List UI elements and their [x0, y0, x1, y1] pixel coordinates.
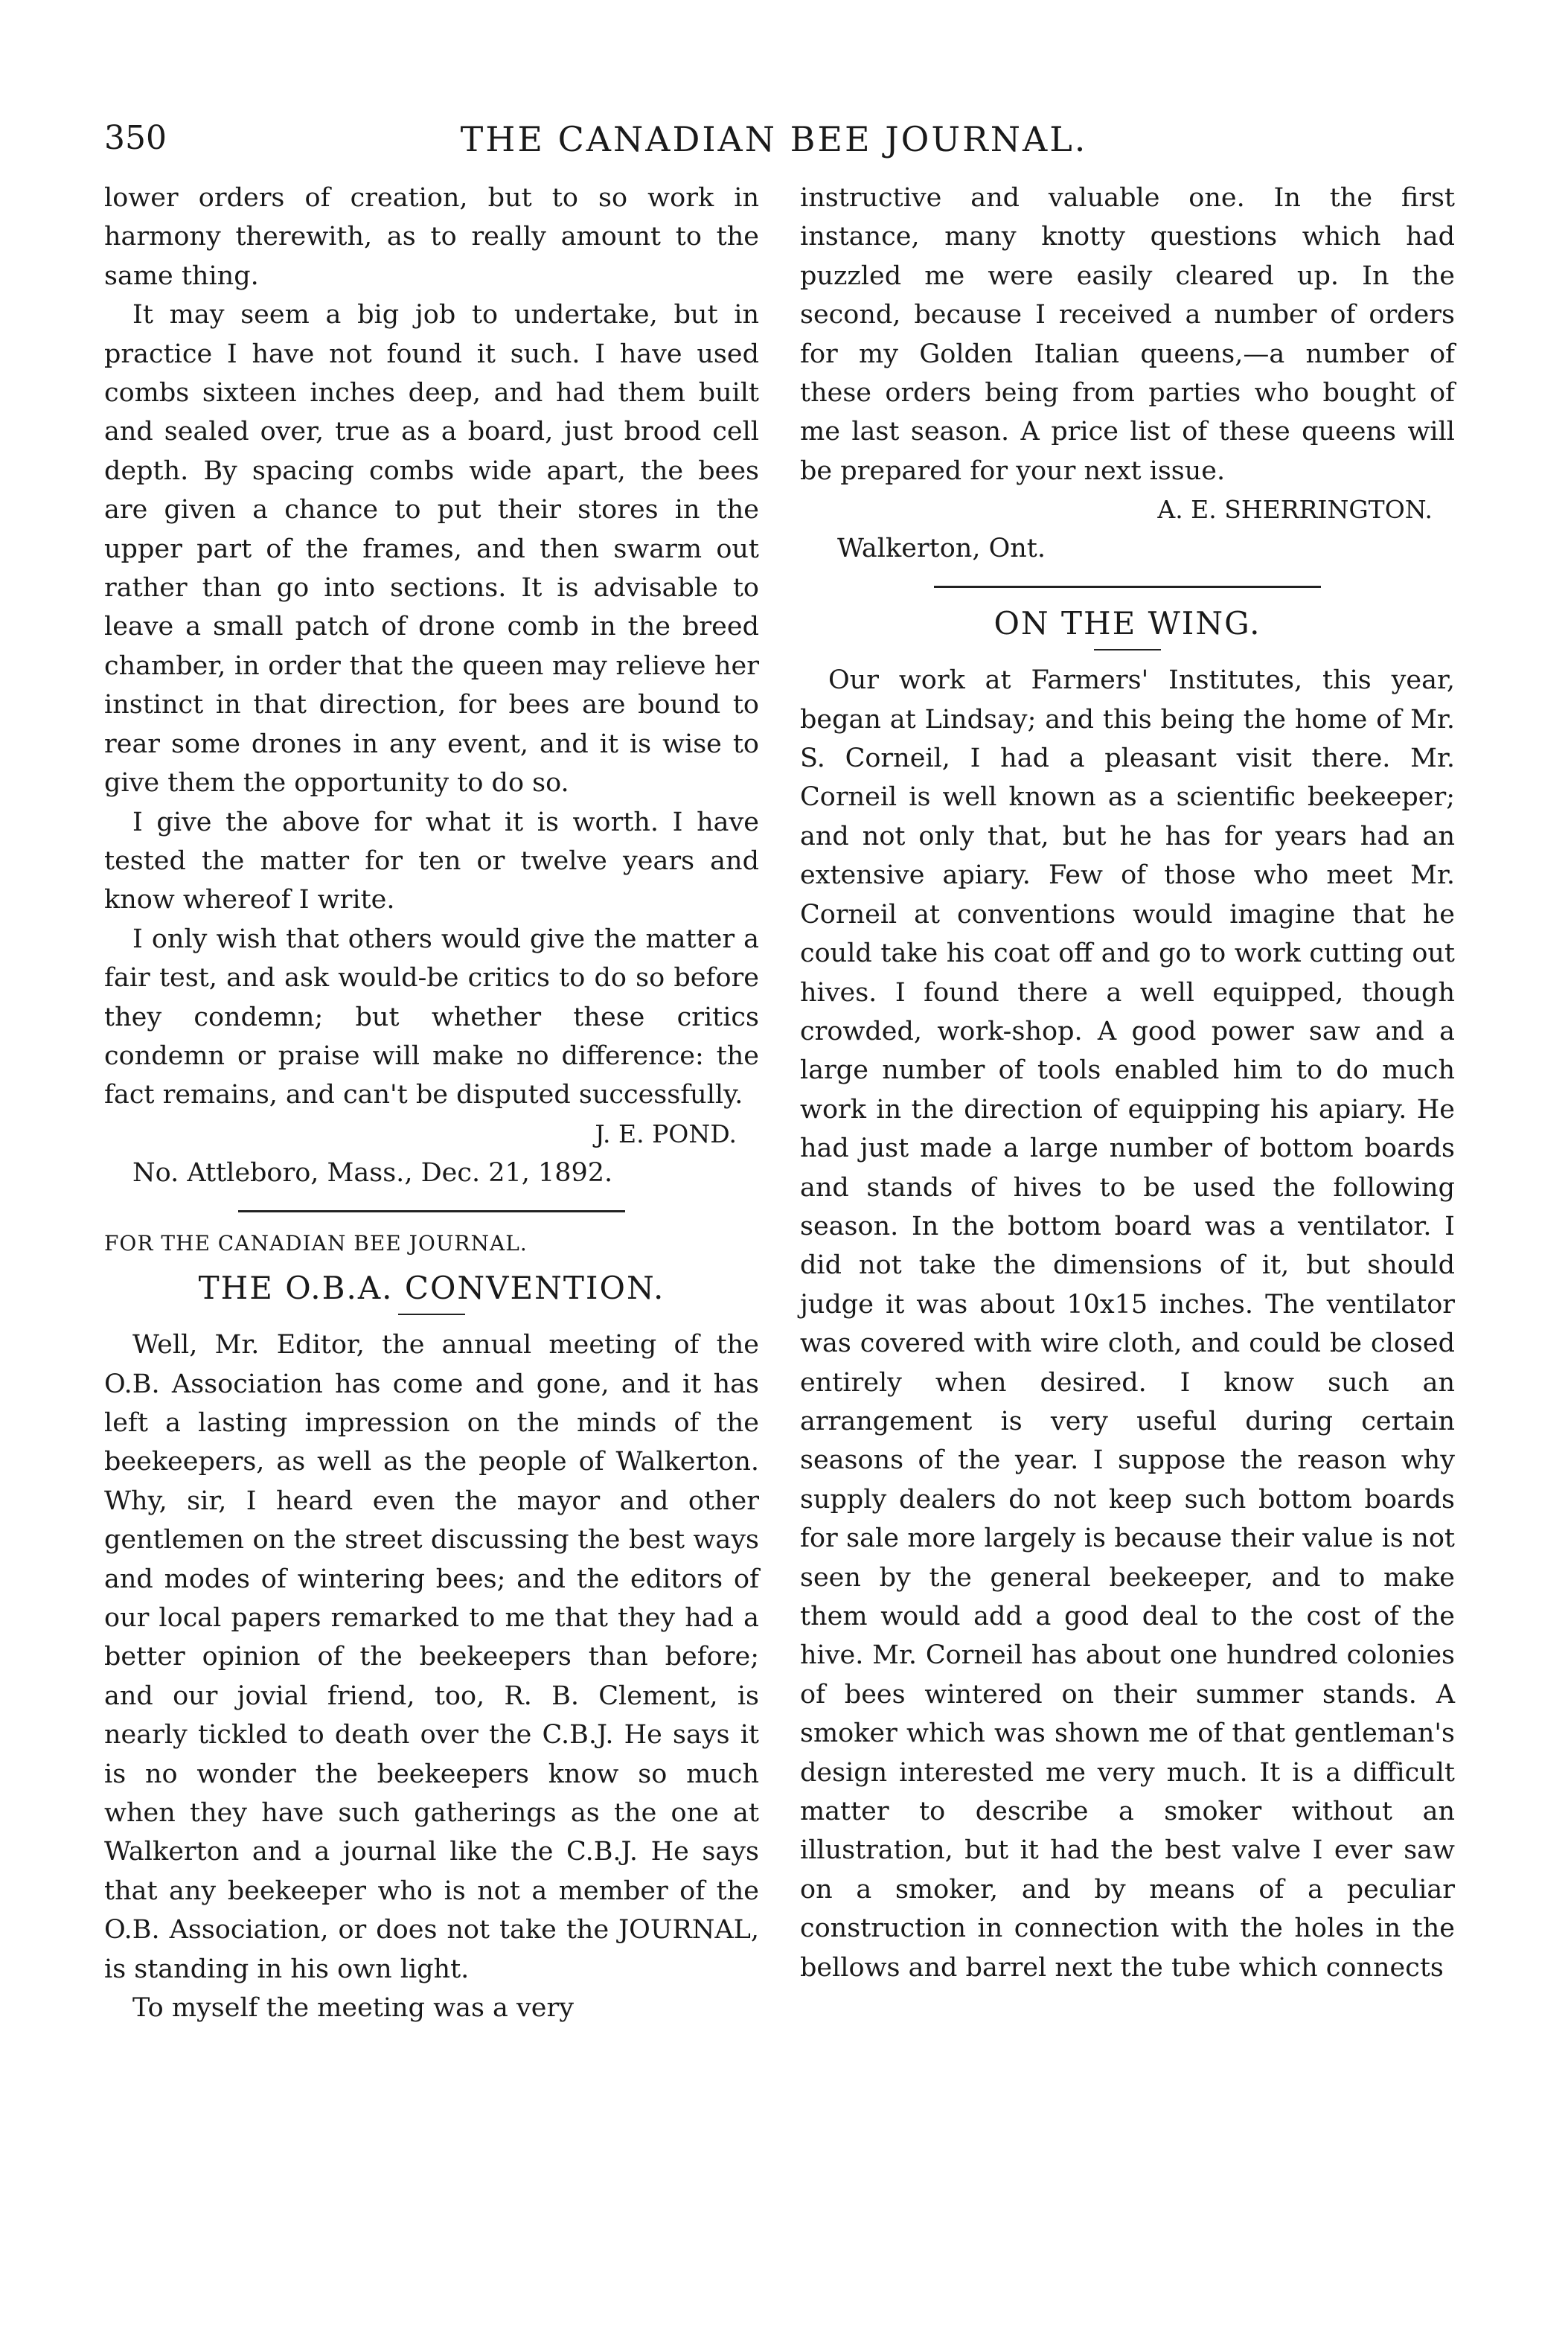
paragraph: I give the above for what it is worth. I have tested the matter for ten or twelve years and know whereof I write.	[104, 807, 759, 915]
divider	[1094, 649, 1161, 650]
paragraph: It may seem a big job to undertake, but in practice I have not found it such. I have used combs sixteen inches deep, and had them built and sealed over, true as a board, just brood cell depth. By spacing combs wide apart, the bees are given a chance to put their stores in the upper part of the frames, and then swarm out rather than go into sections. It is advisable to leave a small patch of drone comb in the breed chamber, in order that the queen may relieve her instinct in that direction, for bees are bound to rear some drones in any event, and it is wise to give them the opportunity to do so.	[104, 300, 759, 799]
page-header	[104, 119, 1444, 171]
author-signature: A. E. SHERRINGTON.	[1157, 495, 1433, 525]
dateline: No. Attleboro, Mass., Dec. 21, 1892.	[132, 1157, 613, 1188]
paragraph: lower orders of creation, but to so work in harmony therewith, as to really amount to the same thing.	[104, 183, 759, 291]
page-number: 350	[104, 119, 167, 157]
divider	[238, 1210, 625, 1212]
for-line: FOR THE CANADIAN BEE JOURNAL.	[104, 1231, 528, 1256]
left-column	[104, 179, 759, 2027]
article-headline: ON THE WING.	[993, 605, 1261, 642]
divider	[398, 1314, 465, 1315]
paragraph: instructive and valuable one. In the first instance, many knotty questions which had puzzled me were easily cleared up. In the second, because I received a number of orders for my Golden Italian queens,—a number of these orders being from parties who bought of me last season. A price list of these queens will be prepared for your next issue.	[800, 183, 1455, 486]
author-signature: J. E. POND.	[595, 1119, 737, 1148]
journal-title: THE CANADIAN BEE JOURNAL.	[460, 119, 1088, 159]
paragraph: Our work at Farmers' Institutes, this year, began at Lindsay; and this being the home of Mr. S. Corneil, I had a pleasant visit there. Mr. Corneil is well known as a scientific beekeeper; and not only that, but he has for years had an extensive apiary. Few of those who meet Mr. Corneil at conventions would imagine that he could take his coat off and go to work cutting out hives. I found there a well equipped, though crowded, work-shop. A good power saw and a large number of tools enabled him to do much work in the direction of equipping his apiary. He had just made a large number of bottom boards and stands of hives to be used the following season. In the bottom board was a ventilator. I did not take the dimensions of it, but should judge it was about 10x15 inches. The ventilator was covered with wire cloth, and could be closed entirely when desired. I know such an arrangement is very useful during certain seasons of the year. I suppose the reason why supply dealers do not keep such bottom boards for sale more largely is because their value is not seen by the general beekeeper, and to make them would add a good deal to the cost of the hive. Mr. Corneil has about one hundred colonies of bees wintered on their summer stands. A smoker which was shown me of that gentleman's design interested me very much. It is a difficult matter to describe a smoker without an illustration, but it had the best valve I ever saw on a smoker, and by means of a peculiar construction in connection with the holes in the bellows and barrel next the tube which connects	[800, 665, 1455, 1983]
paragraph: I only wish that others would give the matter a fair test, and ask would-be critics to do so before they condemn; but whether these critics condemn or praise will make no difference: the fact remains, and can't be disputed successfully.	[104, 924, 759, 1110]
article-headline: THE O.B.A. CONVENTION.	[198, 1270, 665, 1307]
paragraph: Well, Mr. Editor, the annual meeting of the O.B. Association has come and gone, and it has left a lasting impression on the minds of the beekeepers, as well as the people of Walkerton. Why, sir, I heard even the mayor and other gentlemen on the street discussing the best ways and modes of wintering bees; and the editors of our local papers remarked to me that they had a better opinion of the beekeepers than before; and our jovial friend, too, R. B. Clement, is nearly tickled to death over the C.B.J. He says it is no wonder the beekeepers know so much when they have such gatherings as the one at Walkerton and a journal like the C.B.J. He says that any beekeeper who is not a member of the O.B. Association, or does not take the JOURNAL, is standing in his own light.	[104, 1330, 759, 1984]
divider	[934, 586, 1321, 588]
place-line: Walkerton, Ont.	[837, 534, 1046, 564]
right-column	[800, 179, 1455, 1987]
paragraph: To myself the meeting was a very	[132, 1993, 575, 2024]
